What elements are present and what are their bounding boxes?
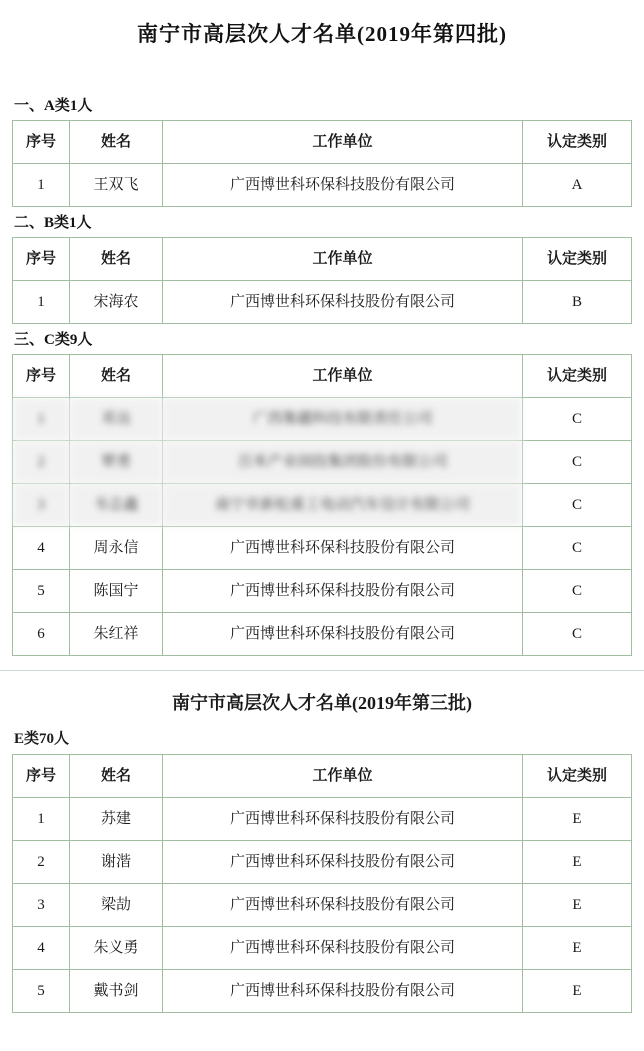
table-row	[13, 527, 632, 570]
cell-type: A	[523, 164, 632, 207]
cell-type: E	[523, 884, 632, 927]
cell-name: 戴书剑	[70, 970, 163, 1013]
cell-unit: 南宁市新松重工电动汽车设计有限公司	[163, 484, 523, 527]
column-header-name: 姓名	[70, 238, 163, 281]
page-title-2: 南宁市高层次人才名单(2019年第三批)	[172, 693, 472, 713]
cell-name: 覃勇	[70, 441, 163, 484]
column-header-no: 序号	[13, 121, 70, 164]
cell-name: 苏建	[70, 798, 163, 841]
table-row	[13, 281, 632, 324]
cell-no: 6	[13, 613, 70, 656]
cell-no: 4	[13, 927, 70, 970]
cell-no: 2	[13, 441, 70, 484]
column-header-type: 认定类别	[523, 755, 632, 798]
table-row	[13, 570, 632, 613]
table-row	[13, 927, 632, 970]
cell-no: 2	[13, 841, 70, 884]
cell-type: C	[523, 441, 632, 484]
cell-type: C	[523, 527, 632, 570]
cell-unit: 广西博世科环保科技股份有限公司	[163, 798, 523, 841]
cell-type: C	[523, 570, 632, 613]
column-header-type: 认定类别	[523, 355, 632, 398]
column-header-unit: 工作单位	[163, 238, 523, 281]
page-title: 南宁市高层次人才名单(2019年第四批)	[137, 22, 507, 46]
cell-type: C	[523, 398, 632, 441]
cell-name: 陈国宁	[70, 570, 163, 613]
cell-unit: 广西博世科环保科技股份有限公司	[163, 613, 523, 656]
table-section-c	[12, 354, 632, 656]
cell-no: 1	[13, 281, 70, 324]
cell-name: 王双飞	[70, 164, 163, 207]
cell-no: 1	[13, 398, 70, 441]
column-header-unit: 工作单位	[163, 755, 523, 798]
cell-unit: 广西博世科环保科技股份有限公司	[163, 841, 523, 884]
cell-unit: 广西集疆科技有限责任公司	[163, 398, 523, 441]
cell-type: C	[523, 484, 632, 527]
column-header-unit: 工作单位	[163, 355, 523, 398]
cell-type: B	[523, 281, 632, 324]
table-row	[13, 841, 632, 884]
cell-no: 3	[13, 884, 70, 927]
cell-no: 1	[13, 164, 70, 207]
cell-unit: 广西博世科环保科技股份有限公司	[163, 927, 523, 970]
table-section-a	[12, 120, 632, 207]
table-row	[13, 398, 632, 441]
section-heading-e: E类70人	[14, 731, 70, 747]
cell-name: 邓良	[70, 398, 163, 441]
table-row	[13, 613, 632, 656]
cell-type: C	[523, 613, 632, 656]
table-section-b	[12, 237, 632, 324]
cell-no: 4	[13, 527, 70, 570]
section-heading-c: 三、C类9人	[14, 332, 93, 348]
cell-name: 朱红祥	[70, 613, 163, 656]
cell-type: E	[523, 841, 632, 884]
column-header-name: 姓名	[70, 355, 163, 398]
table-row	[13, 970, 632, 1013]
cell-unit: 广西博世科环保科技股份有限公司	[163, 281, 523, 324]
column-header-type: 认定类别	[523, 238, 632, 281]
cell-no: 1	[13, 798, 70, 841]
cell-no: 5	[13, 570, 70, 613]
table-header-row	[13, 238, 632, 281]
cell-name: 周永信	[70, 527, 163, 570]
column-header-unit: 工作单位	[163, 121, 523, 164]
cell-type: E	[523, 970, 632, 1013]
cell-name: 谢湝	[70, 841, 163, 884]
column-header-no: 序号	[13, 355, 70, 398]
table-row	[13, 164, 632, 207]
cell-no: 5	[13, 970, 70, 1013]
section-heading-a: 一、A类1人	[14, 98, 93, 114]
table-row	[13, 484, 632, 527]
cell-type: E	[523, 798, 632, 841]
title-spacer	[12, 56, 632, 90]
cell-unit: 广西博世科环保科技股份有限公司	[163, 570, 523, 613]
cell-name: 朱义勇	[70, 927, 163, 970]
column-header-name: 姓名	[70, 755, 163, 798]
cell-unit: 百米产业园投集团股份有限公司	[163, 441, 523, 484]
column-header-no: 序号	[13, 755, 70, 798]
cell-name: 韦志鑫	[70, 484, 163, 527]
table-row	[13, 884, 632, 927]
column-header-name: 姓名	[70, 121, 163, 164]
column-header-no: 序号	[13, 238, 70, 281]
cell-unit: 广西博世科环保科技股份有限公司	[163, 164, 523, 207]
cell-no: 3	[13, 484, 70, 527]
bottom-spacer	[12, 1013, 632, 1017]
cell-unit: 广西博世科环保科技股份有限公司	[163, 884, 523, 927]
column-header-type: 认定类别	[523, 121, 632, 164]
table-section-e	[12, 754, 632, 1013]
cell-name: 宋海农	[70, 281, 163, 324]
cell-type: E	[523, 927, 632, 970]
table-header-row	[13, 121, 632, 164]
cell-unit: 广西博世科环保科技股份有限公司	[163, 527, 523, 570]
document-block-2	[0, 670, 644, 1017]
cell-name: 梁劼	[70, 884, 163, 927]
table-row	[13, 441, 632, 484]
table-row	[13, 798, 632, 841]
cell-unit: 广西博世科环保科技股份有限公司	[163, 970, 523, 1013]
section-heading-b: 二、B类1人	[14, 215, 92, 231]
table-header-row	[13, 355, 632, 398]
table-header-row	[13, 755, 632, 798]
